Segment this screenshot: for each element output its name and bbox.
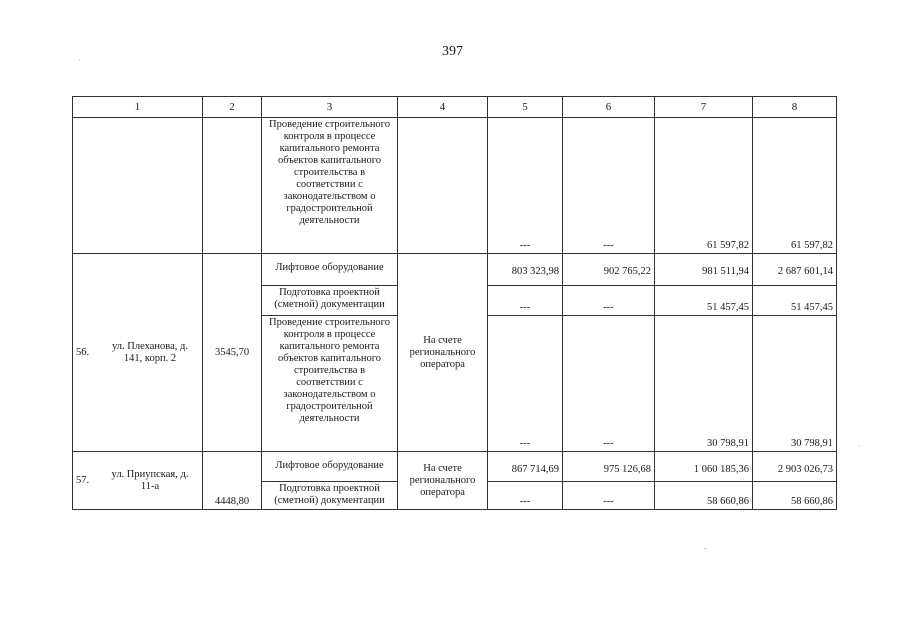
value-col-8: 51 457,45 — [753, 286, 837, 316]
value-col-6: 975 126,68 — [563, 452, 655, 482]
value-col-7: 981 511,94 — [655, 254, 753, 286]
value-col-8: 2 903 026,73 — [753, 452, 837, 482]
value-col-6: --- — [563, 482, 655, 510]
value-col-8: 58 660,86 — [753, 482, 837, 510]
header-col-5: 5 — [488, 97, 563, 118]
work-description: Лифтовое оборудование — [262, 254, 398, 286]
page-number: 397 — [442, 44, 463, 59]
empty-cell — [398, 118, 488, 254]
value-col-7: 61 597,82 — [655, 118, 753, 254]
value-col-5: --- — [488, 118, 563, 254]
header-col-7: 7 — [655, 97, 753, 118]
work-description: Подготовка проектной (сметной) документации — [262, 286, 398, 316]
table-row — [73, 452, 837, 482]
empty-cell — [203, 118, 262, 254]
value-col-5: --- — [488, 286, 563, 316]
value-col-6: --- — [563, 286, 655, 316]
header-row — [73, 97, 837, 118]
entry-number: 57. — [76, 474, 90, 486]
work-description: Проведение строительного контроля в процессе капитального ремонта объектов капитального строительства в соответствии с законодательством о градостроительной деятельности — [262, 316, 398, 452]
work-description: Проведение строительного контроля в процессе капитального ремонта объектов капитального строительства в соответствии с законодательством о градостроительной деятельности — [262, 118, 398, 254]
value-col-5: 867 714,69 — [488, 452, 563, 482]
value-col-6: --- — [563, 316, 655, 452]
table-row — [73, 254, 837, 286]
header-col-4: 4 — [398, 97, 488, 118]
value-col-7: 30 798,91 — [655, 316, 753, 452]
entry-address-cell — [73, 452, 203, 510]
value-col-6: 902 765,22 — [563, 254, 655, 286]
entry-address: ул. Приупская, д. 11-а — [111, 468, 189, 492]
value-col-5: --- — [488, 316, 563, 452]
table-row — [73, 118, 837, 254]
entry-area: 4448,80 — [203, 452, 262, 510]
work-description: Подготовка проектной (сметной) документации — [262, 482, 398, 510]
value-col-5: 803 323,98 — [488, 254, 563, 286]
entry-operator: На счете регионального оператора — [398, 452, 488, 510]
header-col-6: 6 — [563, 97, 655, 118]
scan-speck: · — [78, 56, 81, 65]
value-col-8: 2 687 601,14 — [753, 254, 837, 286]
scan-speck: · — [858, 442, 861, 451]
entry-operator: На счете регионального оператора — [398, 254, 488, 452]
header-col-2: 2 — [203, 97, 262, 118]
value-col-8: 61 597,82 — [753, 118, 837, 254]
value-col-7: 51 457,45 — [655, 286, 753, 316]
value-col-7: 58 660,86 — [655, 482, 753, 510]
header-col-1: 1 — [73, 97, 203, 118]
value-col-7: 1 060 185,36 — [655, 452, 753, 482]
entry-address: ул. Плеханова, д. 141, корп. 2 — [112, 340, 188, 364]
scan-speck: - — [704, 544, 707, 553]
header-col-3: 3 — [262, 97, 398, 118]
value-col-6: --- — [563, 118, 655, 254]
header-col-8: 8 — [753, 97, 837, 118]
entry-address-cell — [73, 254, 203, 452]
value-col-8: 30 798,91 — [753, 316, 837, 452]
empty-cell — [73, 118, 203, 254]
entry-area: 3545,70 — [203, 254, 262, 452]
work-description: Лифтовое оборудование — [262, 452, 398, 482]
value-col-5: --- — [488, 482, 563, 510]
entry-number: 56. — [76, 346, 90, 358]
budget-table — [72, 96, 837, 510]
